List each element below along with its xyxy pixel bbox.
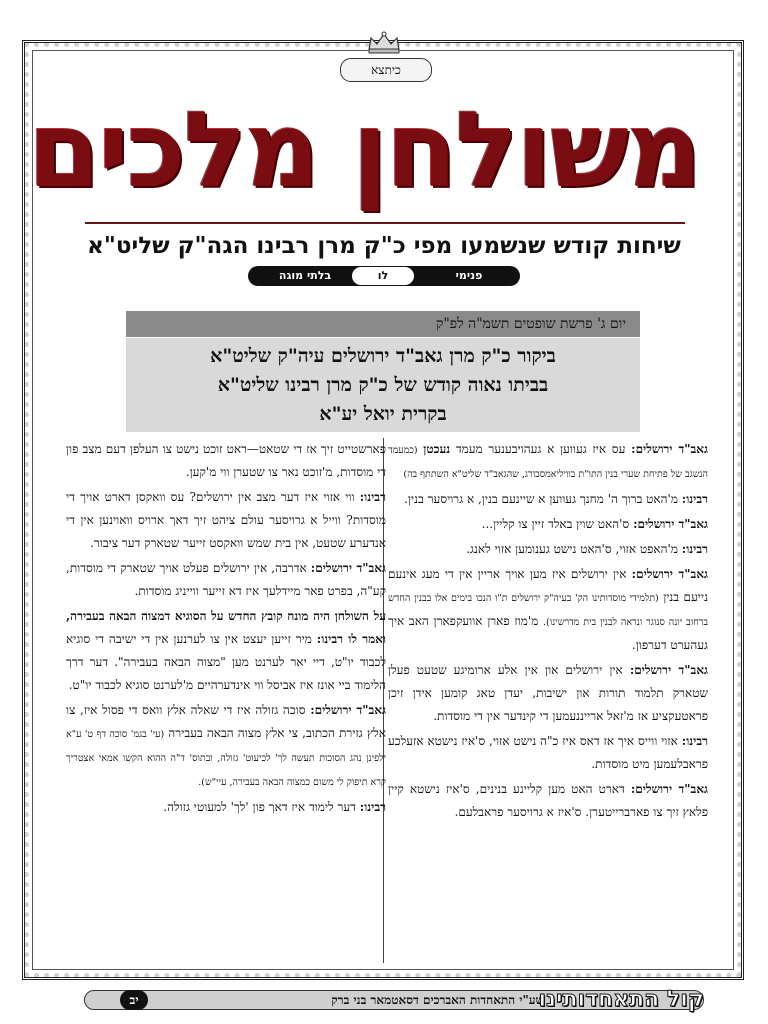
paragraph-text: ווי אזוי איז דער מצב אין ירושלים? עס וואקסן דארט אויך די מוסדות? ווייל א גרויסער עולם ציהט זיך דאך ארויס וואוינען אין די אנדערע שטעט, אין בית שמש וואקסט זייער שטארק דער ציבור. — [66, 490, 386, 550]
page-subtitle: שיחות קודש שנשמעו מפי כ"ק מרן רבינו הגה"ק שליט"א — [87, 233, 681, 259]
paragraph-text: דארט האט מען קליינע בנינים, ס'איז נישטא קיין פלאץ זיך צו פארברייטערן. ס'איז א גרויסער פראבלעם. — [388, 782, 708, 819]
paragraph — [388, 659, 708, 728]
paragraph — [388, 513, 708, 536]
paragraph-text: מ'האפט אזוי, ס'האט נישט גענומען אזוי לאנג. — [466, 542, 678, 556]
speaker-label: גאב"ד ירושלים: — [629, 663, 708, 677]
title-divider — [85, 222, 685, 224]
speaker-label: גאב"ד ירושלים: — [310, 703, 386, 717]
issue-number-badge: לו — [352, 267, 414, 285]
paragraph — [388, 438, 708, 486]
speaker-label: רבינו: — [681, 542, 708, 556]
crown-icon — [366, 30, 402, 54]
speaker-label: גאב"ד ירושלים: — [631, 442, 708, 456]
paragraph — [388, 538, 708, 561]
paragraph-text: אין ירושלים איז מען אויך אריין אין די מעג אינעם נייעם בנין — [388, 567, 708, 604]
page-title: משולחן מלכים — [27, 89, 700, 211]
paragraph-text: מ'האט ברוך ה' מחנך געווען א שיינעם בנין, א גרויסער בנין. — [404, 492, 678, 506]
heading-line-1: ביקור כ"ק מרן גאב"ד ירושלים עיה"ק שליט"א — [210, 345, 556, 367]
footer-publisher-text: שע"י התאחדות האברכים דסאטמאר בני ברק — [331, 993, 544, 1007]
paragraph-text: אין ירושלים און אין אלע ארומיגע שטעט פעלן שטארק תלמוד תורות און ישיבות, יעדן טאג קומען אידן זיכן פראטעקציע אז מ'זאל ארייננעמען די קינדער אין די מוסדות. — [388, 663, 708, 723]
page-footer — [84, 984, 704, 1016]
paragraph-text: מ'מוז פארן אוועקפארן האב איך געהערט דערפון. — [388, 614, 708, 652]
status-pill-unedited: בלתי מוגה — [278, 269, 332, 282]
paragraph-note: (תלמידי מוסדותינו הק' בעיה"ק ירושלים ת"ו הנכו בימים אלו בבנין החדש ברחוב יונה סנוגר ונראה לבנין בית מדרשינו). — [388, 593, 708, 628]
text-column-left — [66, 438, 386, 968]
paragraph — [66, 557, 386, 603]
paragraph-text: אדרבה, אין ירושלים פעלט אויך שטארק די מוסדות, קע"ה, בפרט פאר מיידלעך איז דא זייער ווייניג מוסדות. — [66, 561, 386, 598]
paragraph — [66, 796, 386, 819]
heading-line-3: בקרית יואל יע"א — [319, 403, 447, 425]
date-bar: יום ג' פרשת שופטים תשמ"ה לפ"ק — [126, 311, 640, 337]
paragraph-text: סוכה גזולה איז די שאלה אלץ וואס די פסול איז, צו אלץ גזירת הכתוב, צי אלץ מצוה הבאה בעבירה — [66, 703, 386, 740]
article-heading — [126, 338, 640, 432]
footer-logo: קול התאחדותינו — [538, 987, 704, 1012]
paragraph-text: מיר זייען יעצט אין צו לערנען אין די ישיבה די סוגיא לכבוד יו"ט, דיי יאר לערנט מען "מצוה הבאה בעבירה". דער דרך הלימוד ביי אונז איז אביסל ווי אינדערהיים מ'לערנט סוגיא לכבוד יו"ט. — [66, 632, 386, 692]
status-pill-internal: פנימי — [455, 269, 483, 282]
paragraph — [66, 438, 386, 484]
paragraph — [388, 488, 708, 511]
paragraph — [66, 699, 386, 794]
paragraph — [388, 563, 708, 657]
paragraph-text: דער לימוד איז דאך פון 'לך' למעוטי גזולה. — [163, 800, 356, 814]
speaker-label: רבינו: — [359, 800, 386, 814]
paragraph — [388, 778, 708, 824]
speaker-label: רבינו: — [681, 734, 708, 748]
paragraph — [66, 605, 386, 697]
speaker-label: גאב"ד ירושלים: — [631, 567, 708, 581]
speaker-label: רבינו: — [681, 492, 708, 506]
text-column-right — [388, 438, 708, 968]
heading-line-2: בביתו נאוה קודש של כ"ק מרן רבינו שליט"א — [217, 374, 549, 396]
status-pill-row — [248, 266, 520, 286]
page-number: יב — [120, 990, 148, 1010]
narration-bold: על השולחן היה מונח קובץ החדש על הסוגיא דמצוה הבאה בעבירה, ואמר לו רבינו: — [66, 609, 386, 646]
paragraph — [388, 730, 708, 776]
parsha-badge: כיתצא — [340, 58, 432, 82]
paragraph-text: עס איז געווען א געהויבענער מעמד — [455, 442, 626, 456]
paragraph-text: ס'האט שוין באלד זיין צו קליין... — [481, 517, 630, 531]
speaker-label: גאב"ד ירושלים: — [630, 782, 708, 796]
speaker-label: רבינו: — [359, 490, 386, 504]
speaker-label: גאב"ד ירושלים: — [310, 561, 386, 575]
paragraph — [66, 486, 386, 555]
speaker-label: גאב"ד ירושלים: — [633, 517, 708, 531]
paragraph-text-bold: נעכטן — [423, 442, 451, 456]
paragraph-note: (עי' בגמ' סוכה דף ט' ע"א ילפינן נהג הסוכות תעשה לך' לכיעוט' גזולה, ובתוס' ד"ה ההוא הקשו אמאי אצטריך קרא תיפוק לי משום כמצוה הבאה בעבירה, עיי"ש). — [66, 729, 386, 788]
paragraph-note: (כמעמד הנשגב של פתיחת שערי בנין התו"ת בוויליאמסבורג, שהגאב"ד שליט"א השתתף בה) — [388, 445, 708, 480]
paragraph-text: פארשטייט זיך אז די שטאט—ראט זוכט נישט צו העלפן דעם מצב פון די מוסדות, מ'זוכט נאר צו שטערן ווי מ'קען. — [66, 442, 386, 479]
paragraph-text: אזוי ווייס איך אז דאס איז כ"ה נישט אזוי, ס'איז נישטא אזעלכע פראבלעמען מיט מוסדות. — [388, 734, 708, 771]
